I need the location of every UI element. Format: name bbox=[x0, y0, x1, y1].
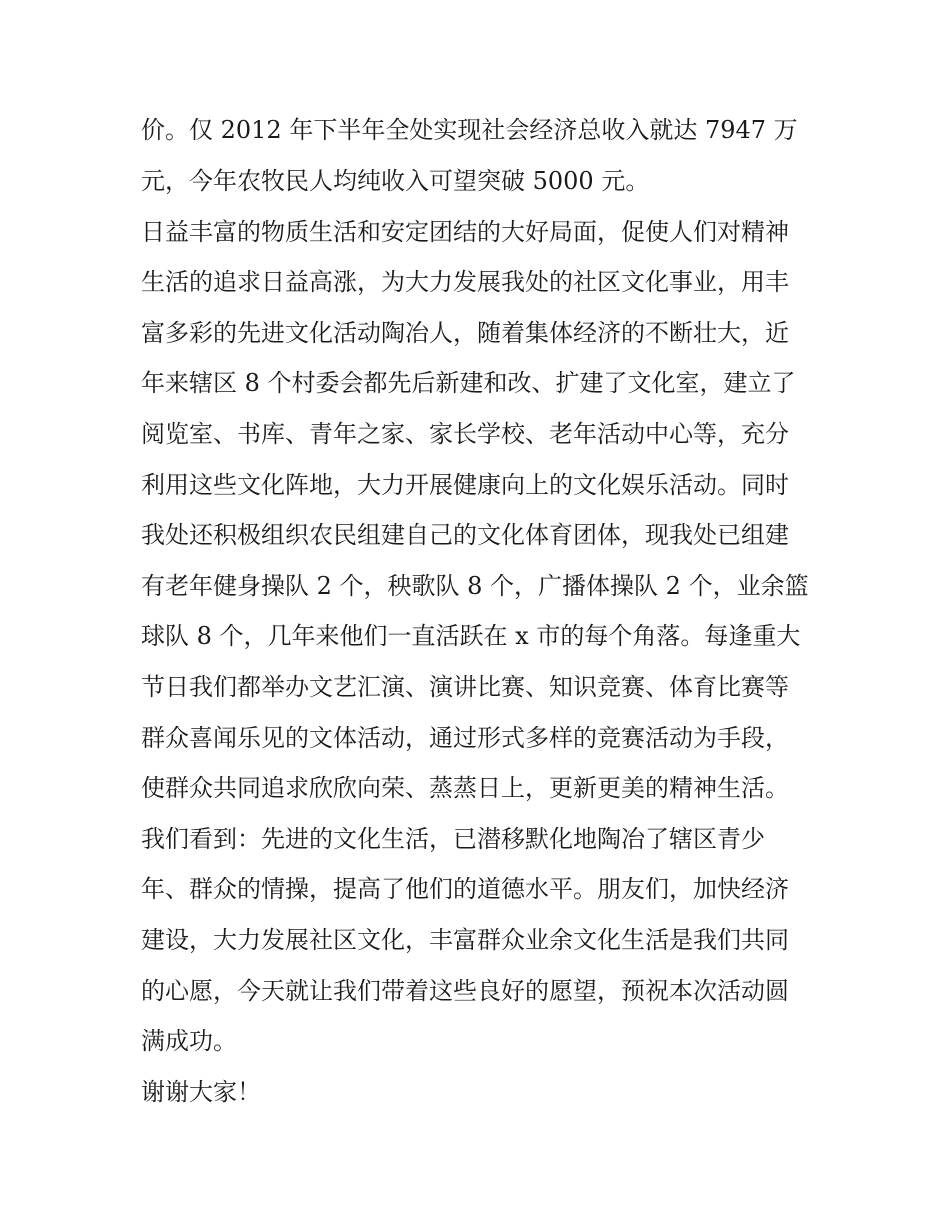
text-line: 节日我们都举办文艺汇演、演讲比赛、知识竞赛、体育比赛等 bbox=[141, 673, 789, 701]
text-line: 有老年健身操队 2 个，秧歌队 8 个，广播体操队 2 个，业余篮 bbox=[141, 572, 809, 600]
text-line: 使群众共同追求欣欣向荣、蒸蒸日上，更新更美的精神生活。 bbox=[141, 774, 789, 802]
text-line: 阅览室、书库、青年之家、家长学校、老年活动中心等，充分 bbox=[141, 420, 789, 448]
text-line: 建设，大力发展社区文化，丰富群众业余文化生活是我们共同 bbox=[141, 926, 789, 954]
text-line: 日益丰富的物质生活和安定团结的大好局面，促使人们对精神 bbox=[141, 218, 789, 246]
text-line: 的心愿，今天就让我们带着这些良好的愿望，预祝本次活动圆 bbox=[141, 977, 789, 1005]
text-line: 富多彩的先进文化活动陶冶人，随着集体经济的不断壮大，近 bbox=[141, 319, 789, 347]
text-line: 球队 8 个，几年来他们一直活跃在 x 市的每个角落。每逢重大 bbox=[141, 622, 801, 650]
text-line: 我处还积极组织农民组建自己的文化体育团体，现我处已组建 bbox=[141, 521, 789, 549]
text-line: 元，今年农牧民人均纯收入可望突破 5000 元。 bbox=[141, 167, 650, 195]
text-line: 利用这些文化阵地，大力开展健康向上的文化娱乐活动。同时 bbox=[141, 471, 789, 499]
text-line: 我们看到：先进的文化生活，已潜移默化地陶冶了辖区青少 bbox=[141, 825, 765, 853]
text-line: 满成功。 bbox=[141, 1027, 237, 1055]
text-line: 价。仅 2012 年下半年全处实现社会经济总收入就达 7947 万 bbox=[141, 116, 798, 144]
closing-line: 谢谢大家！ bbox=[141, 1078, 261, 1106]
text-line: 生活的追求日益高涨，为大力发展我处的社区文化事业，用丰 bbox=[141, 268, 789, 296]
text-line: 年来辖区 8 个村委会都先后新建和改、扩建了文化室，建立了 bbox=[141, 369, 796, 397]
text-line: 群众喜闻乐见的文体活动，通过形式多样的竞赛活动为手段， bbox=[141, 724, 789, 752]
text-line: 年、群众的情操，提高了他们的道德水平。朋友们，加快经济 bbox=[141, 875, 789, 903]
